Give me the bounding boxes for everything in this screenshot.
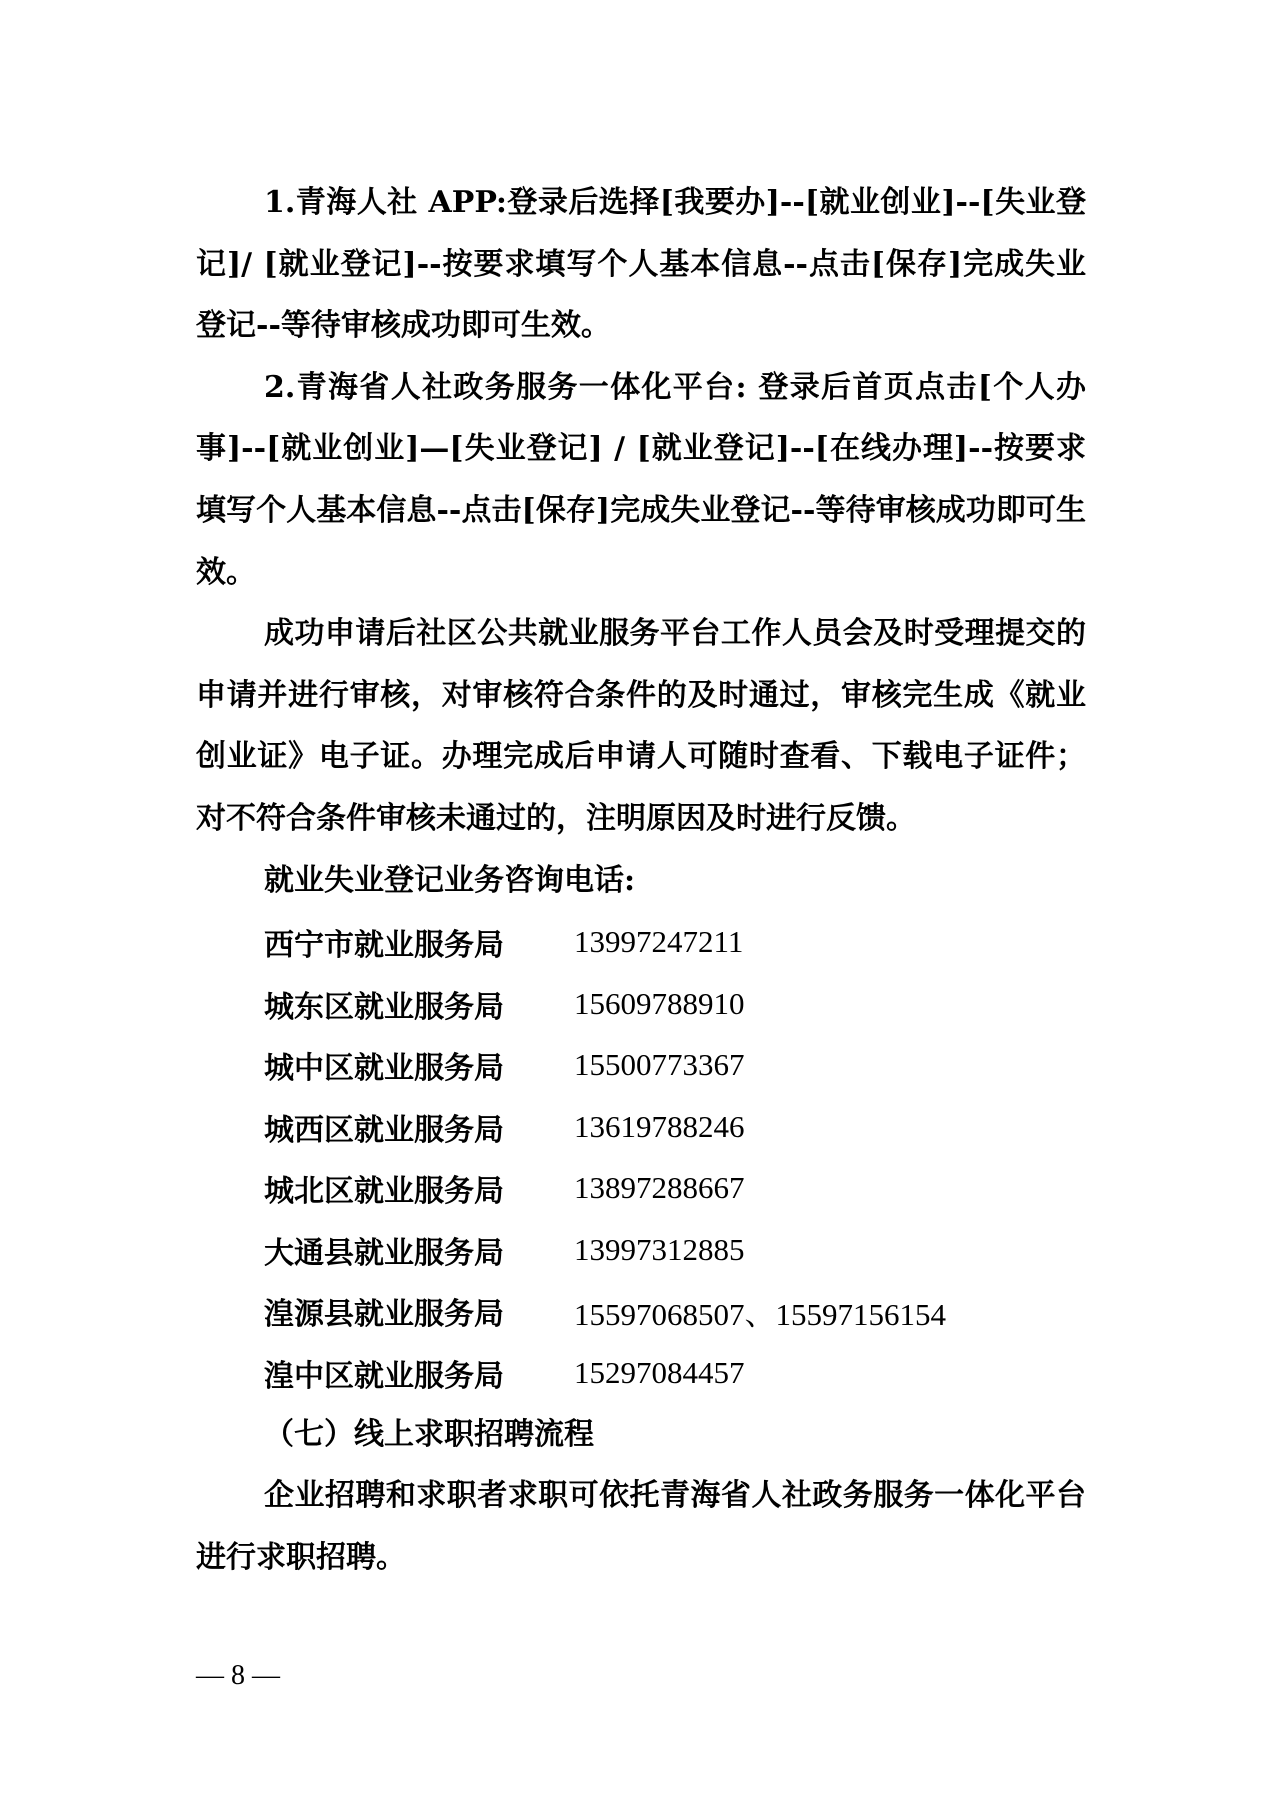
- contact-row: [264, 1219, 1086, 1281]
- contact-name: 城西区就业服务局: [264, 1112, 504, 1148]
- section-seven-heading: （七）线上求职招聘流程: [264, 1416, 594, 1452]
- contact-phone: 15297084457: [574, 1355, 745, 1391]
- contact-phone: 13997247211: [574, 923, 744, 959]
- contacts-list: [264, 911, 1086, 1404]
- step-platform-lead: 2.青海省人社政务服务一体化平台:: [264, 369, 747, 405]
- contact-row: [264, 911, 1086, 973]
- step-app-text: 登录后选择[我要办]--[就业创业]--[失业登记]/ [就业登记]--按要求填写个人基本信息--点击[保存]完成失业登记--等待审核成功即可生效。: [196, 185, 1086, 344]
- contact-phone: 13897288667: [574, 1170, 745, 1206]
- contact-row: [264, 973, 1086, 1035]
- contact-name: 城东区就业服务局: [264, 989, 504, 1025]
- contacts-title: 就业失业登记业务咨询电话:: [264, 862, 636, 898]
- page-number: — 8 —: [196, 1660, 280, 1691]
- contact-row: [264, 1342, 1086, 1404]
- contact-name: 大通县就业服务局: [264, 1235, 504, 1271]
- contact-name: 湟源县就业服务局: [264, 1297, 504, 1333]
- step-app-lead: 1.青海人社 APP:: [264, 185, 507, 220]
- contact-phone: 15609788910: [574, 985, 745, 1021]
- contact-name: 城北区就业服务局: [264, 1174, 504, 1210]
- contact-row: [264, 1158, 1086, 1220]
- contact-phone: 15500773367: [574, 1047, 745, 1083]
- step-platform-text: 登录后首页点击[个人办事]--[就业创业]—[失业登记] / [就业登记]--[在线办理]--按要求填写个人基本信息--点击[保存]完成失业登记--等待审核成功即可生效。: [196, 369, 1086, 590]
- contact-phone: 15597068507、15597156154: [574, 1296, 946, 1332]
- review-paragraph: 成功申请后社区公共就业服务平台工作人员会及时受理提交的申请并进行审核，对审核符合条件的及时通过，审核完生成《就业创业证》电子证。办理完成后申请人可随时查看、下载电子证件；对不符合条件审核未通过的，注明原因及时进行反馈。: [196, 616, 1086, 836]
- contact-phone: 13619788246: [574, 1108, 745, 1144]
- contact-name: 西宁市就业服务局: [264, 927, 504, 963]
- contact-row: [264, 1034, 1086, 1096]
- contact-name: 城中区就业服务局: [264, 1051, 504, 1087]
- contact-row: [264, 1281, 1086, 1343]
- contact-phone: 13997312885: [574, 1231, 745, 1267]
- step-platform-paragraph: [196, 357, 1086, 603]
- contact-name: 湟中区就业服务局: [264, 1359, 504, 1395]
- step-app-paragraph: [196, 172, 1086, 357]
- section-seven-paragraph: 企业招聘和求职者求职可依托青海省人社政务服务一体化平台进行求职招聘。: [196, 1478, 1086, 1576]
- contact-row: [264, 1096, 1086, 1158]
- page-content: [196, 172, 1086, 1589]
